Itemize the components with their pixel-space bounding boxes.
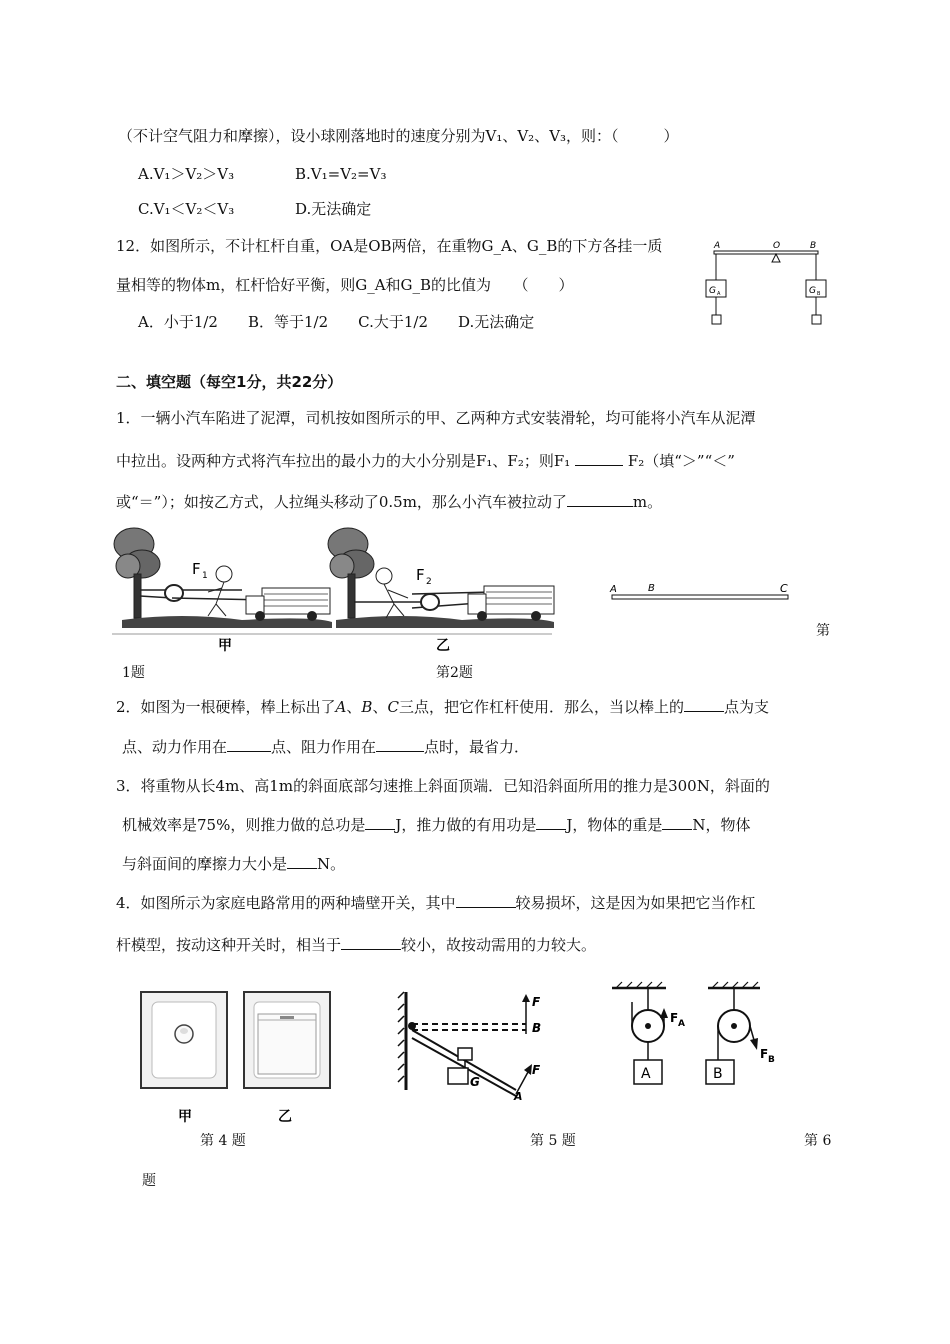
f2-point-a: A bbox=[335, 698, 347, 716]
fig1-pulley-figure bbox=[112, 516, 562, 656]
truck-yi bbox=[468, 586, 554, 621]
f1-blank-compare[interactable] bbox=[575, 451, 623, 466]
caption-q6: 第 6 bbox=[804, 1133, 832, 1149]
fig1-yi-label: 乙 bbox=[436, 638, 450, 654]
truck-jia bbox=[246, 588, 330, 621]
fig2-rod-figure bbox=[608, 580, 793, 606]
f3-line3a: 与斜面间的摩擦力大小是 bbox=[122, 855, 288, 873]
f3-line3 bbox=[122, 854, 345, 874]
f3-blank-weight[interactable] bbox=[662, 815, 692, 830]
fig1-jia-label: 甲 bbox=[218, 638, 232, 654]
fig6-pulleys-figure bbox=[610, 982, 790, 1090]
f1-blank-distance[interactable] bbox=[567, 492, 633, 507]
f2-blank-fulcrum[interactable] bbox=[684, 697, 724, 712]
caption-di: 第 bbox=[816, 623, 830, 639]
fig6-fa-label: F bbox=[670, 1011, 679, 1025]
q12-options[interactable]: A．小于1/2 B．等于1/2 C.大于1/2 D.无法确定 bbox=[138, 313, 535, 331]
man-yi bbox=[376, 568, 408, 618]
f2-point-c: C bbox=[387, 698, 399, 716]
f4-blank-arm[interactable] bbox=[341, 935, 401, 950]
man-jia bbox=[208, 566, 232, 616]
fig1-f1-label: F bbox=[192, 560, 201, 578]
caption-q1: 1题 bbox=[122, 665, 145, 681]
tree-jia bbox=[114, 528, 160, 618]
q11-continuation: （不计空气阻力和摩擦），设小球刚落地时的速度分别为V₁、V₂、V₃，则：（ ） bbox=[118, 127, 679, 145]
rod-label-b: B bbox=[648, 583, 655, 594]
q12-label-ga: G bbox=[709, 286, 716, 296]
fig5-f-bot: F bbox=[532, 1063, 541, 1077]
f2-line1b: 三点，把它作杠杆使用．那么，当以棒上的 bbox=[398, 698, 684, 716]
fig6-fb-label: F bbox=[760, 1047, 769, 1061]
f4-line2a: 杆模型，按动这种开关时，相当于 bbox=[116, 936, 342, 954]
f4-line2b: 较小，故按动需用的力较大。 bbox=[401, 936, 597, 954]
fig6-a-label: A bbox=[641, 1066, 651, 1082]
caption-q5: 第 5 题 bbox=[530, 1133, 576, 1149]
f2-line2c: 点时，最省力． bbox=[424, 738, 530, 756]
fig5-b: B bbox=[532, 1021, 542, 1035]
f2-line1c: 点为支 bbox=[723, 698, 769, 716]
fig6-fa-sub: A bbox=[678, 1019, 685, 1029]
f2-sep1: 、 bbox=[346, 698, 362, 716]
q11-option-b[interactable]: B.V₁=V₂=V₃ bbox=[295, 165, 387, 183]
caption-q2: 第2题 bbox=[436, 665, 473, 681]
f3-line2b: J，推力做的有用功是 bbox=[395, 816, 537, 834]
q12-label-a: A bbox=[714, 241, 721, 251]
tree-yi bbox=[328, 528, 374, 618]
f2-line1a: 2．如图为一根硬棒，棒上标出了 bbox=[116, 698, 336, 716]
fig6-fb-sub: B bbox=[768, 1055, 775, 1065]
f2-line1 bbox=[116, 697, 769, 717]
q12-line1: 12．如图所示，不计杠杆自重，OA是OB两倍，在重物G_A、G_B的下方各挂一质 bbox=[116, 237, 663, 255]
q12-label-ga-sub: A bbox=[717, 291, 721, 297]
f4-line1 bbox=[116, 893, 756, 913]
f1-line2 bbox=[116, 451, 735, 471]
q12-line2: 量相等的物体m，杠杆恰好平衡，则G_A和G_B的比值为 （ ） bbox=[116, 276, 574, 294]
f4-line2 bbox=[116, 935, 596, 955]
f3-blank-friction[interactable] bbox=[287, 854, 317, 869]
f3-line2c: J，物体的重是 bbox=[566, 816, 663, 834]
f2-line2b: 点、阻力作用在 bbox=[271, 738, 377, 756]
f3-line1: 3．将重物从长4m、高1m的斜面底部匀速推上斜面顶端．已知沿斜面所用的推力是300N，斜面的 bbox=[116, 777, 770, 795]
q12-label-b: B bbox=[810, 241, 817, 251]
q11-option-d[interactable]: D.无法确定 bbox=[295, 200, 372, 218]
rod-label-c: C bbox=[780, 582, 788, 595]
f4-blank-switch[interactable] bbox=[456, 893, 516, 908]
fig1-f1-sub: 1 bbox=[202, 571, 208, 581]
fig5-g: G bbox=[470, 1075, 480, 1089]
f1-line2b: F₂（填“＞”“＜” bbox=[627, 452, 735, 470]
f1-line2a: 中拉出。设两种方式将汽车拉出的最小力的大小分别是F₁、F₂；则F₁ bbox=[116, 452, 571, 470]
f4-line1b: 较易损坏，这是因为如果把它当作杠 bbox=[515, 894, 756, 912]
q12-label-o: O bbox=[773, 241, 781, 251]
f3-line2a: 机械效率是75%，则推力做的总功是 bbox=[122, 816, 366, 834]
f2-line2 bbox=[122, 737, 529, 757]
fig4-yi-label: 乙 bbox=[278, 1109, 292, 1125]
fig6-b-label: B bbox=[713, 1066, 723, 1082]
f3-line3b: N。 bbox=[317, 855, 346, 873]
fig5-a: A bbox=[514, 1090, 523, 1103]
q12-label-gb: G bbox=[809, 286, 816, 296]
f2-blank-effort[interactable] bbox=[227, 737, 271, 752]
f3-line2d: N，物体 bbox=[692, 816, 751, 834]
f2-point-b: B bbox=[361, 698, 373, 716]
q12-lever-figure bbox=[700, 236, 830, 328]
section2-title: 二、填空题（每空1分，共22分） bbox=[116, 373, 343, 391]
q11-option-a[interactable]: A.V₁＞V₂＞V₃ bbox=[138, 165, 235, 183]
caption-q4: 第 4 题 bbox=[200, 1133, 246, 1149]
f4-line1a: 4．如图所示为家庭电路常用的两种墙壁开关，其中 bbox=[116, 894, 456, 912]
f1-line3a: 或“＝”）；如按乙方式，人拉绳头移动了0.5m，那么小汽车被拉动了 bbox=[116, 493, 567, 511]
f2-blank-load[interactable] bbox=[376, 737, 424, 752]
f1-line3 bbox=[116, 492, 662, 512]
fig4-switches-figure bbox=[140, 990, 335, 1126]
fig5-lever-figure bbox=[398, 990, 558, 1102]
q12-label-gb-sub: B bbox=[817, 291, 821, 297]
f3-blank-useful-work[interactable] bbox=[536, 815, 566, 830]
fig4-jia-label: 甲 bbox=[178, 1109, 192, 1125]
fig1-f2-sub: 2 bbox=[426, 577, 432, 587]
f3-blank-total-work[interactable] bbox=[365, 815, 395, 830]
f1-line3b: m。 bbox=[632, 493, 663, 511]
caption-q6-cont: 题 bbox=[142, 1173, 156, 1189]
f2-sep2: 、 bbox=[372, 698, 388, 716]
q11-option-c[interactable]: C.V₁＜V₂＜V₃ bbox=[138, 200, 235, 218]
fig5-f-top: F bbox=[532, 995, 541, 1009]
f3-line2 bbox=[122, 815, 751, 835]
f1-line1: 1．一辆小汽车陷进了泥潭，司机按如图所示的甲、乙两种方式安装滑轮，均可能将小汽车从泥潭 bbox=[116, 409, 756, 427]
rod-label-a: A bbox=[610, 584, 617, 595]
fig1-f2-label: F bbox=[416, 566, 425, 584]
f2-line2a: 点、动力作用在 bbox=[122, 738, 228, 756]
